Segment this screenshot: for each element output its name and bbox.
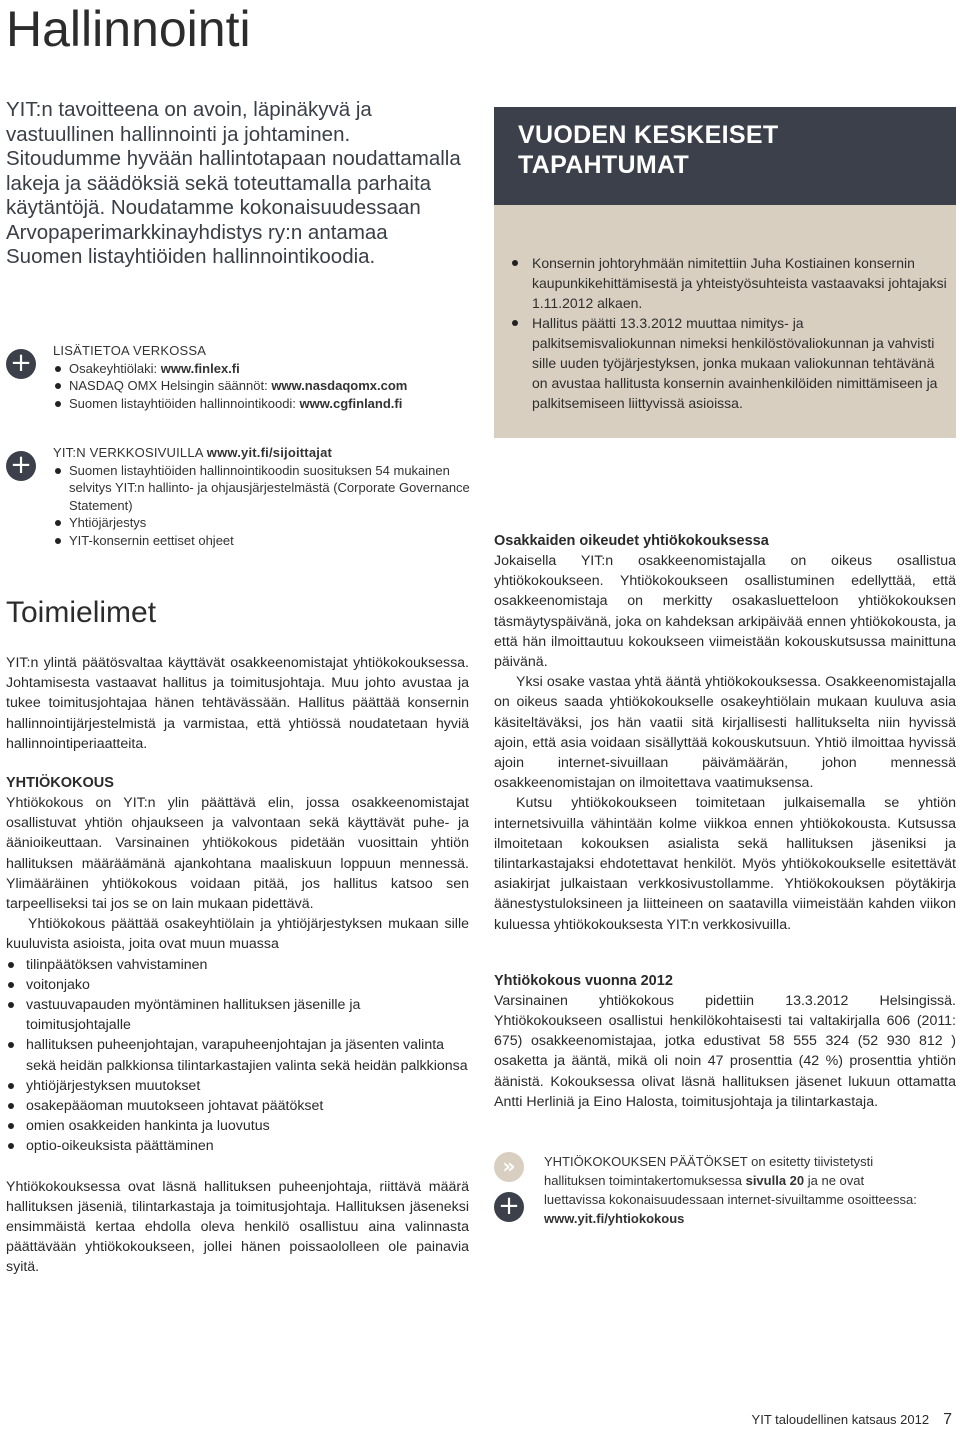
key-events-heading <box>494 107 956 205</box>
plus-icon: + <box>6 451 36 481</box>
finlex-link[interactable]: www.finlex.fi <box>160 360 240 376</box>
agm-paragraph-3: Yhtiökokouksessa ovat läsnä hallituksen puheenjohtaja, riittävä määrä hallituksen jäseniä, tilintarkastaja ja toimitusjohtaja. Hallituksen jäseneksi ensimmäistä kertaa ehdolla oleva henkilö osallistuu aina valinnasta päättävään yhtiökokoukseen, jollei hänen poissaololleen ole painavia syitä. <box>6 1178 469 1276</box>
agm-matter-item: yhtiöjärjestyksen muutokset <box>6 1076 469 1096</box>
governing-bodies-text: YIT:n ylintä päätösvaltaa käyttävät osakkeenomistajat yhtiökokouksessa. Johtamisesta vastaavat hallitus ja toimitusjohtaja. Muu johto avustaa ja tukee toimitusjohtajaa hänen tehtävässään. Hallitus päättää konsernin hallinnointijärjestelmistä ja varmistaa, että yhtiössä noudatetaan hyviä hallinnointiperiaatteita. <box>6 655 469 752</box>
agm-matter-item: omien osakkeiden hankinta ja luovutus <box>6 1116 469 1136</box>
yit-investors-link[interactable]: www.yit.fi/sijoittajat <box>206 445 333 460</box>
agm-decisions-notice <box>544 1152 924 1228</box>
yit-web-list <box>53 462 473 550</box>
agm-paragraph-1: Yhtiökokous on YIT:n ylin päättävä elin, jossa osakkeenomistajat osallistuvat yhtiön ohjaukseen ja valvontaan sekä käyttävät puhe- ja äänioikeuttaan. Varsinainen yhtiökokous pidetään vuosittain yhtiön hallituksen määräämänä ajankohtana maaliskuun loppuun mennessä. Ylimääräinen yhtiökokous voidaan pitää, jos hallitus katsoo sen tarpeelliseksi tai jos se on lain mukaan pidettävä. <box>6 795 469 913</box>
key-event-item: Hallitus päätti 13.3.2012 muuttaa nimitys- ja palkitsemisvaliokunnan nimeksi henkilöstövaliokunnan ja vahvisti sille uuden työjärjestyksen, jonka mukaan valiokunnan tehtävänä on avustaa hallitusta konsernin avainhenkilöiden nimittämiseen ja palkitsemiseen liittyvissä asioissa. <box>508 313 948 413</box>
shareholder-rights-heading: Osakkaiden oikeudet yhtiökokouksessa <box>494 533 769 549</box>
key-events-heading-line: VUODEN KESKEISET <box>518 121 779 149</box>
right-column <box>494 531 956 1112</box>
yit-web-block <box>53 444 473 549</box>
plus-icon: + <box>6 349 36 379</box>
agm-paragraph-2: Yhtiökokous päättää osakeyhtiölain ja yhtiöjärjestyksen mukaan sille kuuluvista asioista, joita ovat muun muassa <box>6 916 469 953</box>
publication-name: YIT taloudellinen katsaus 2012 <box>751 1412 930 1427</box>
online-info-label: Osakeyhtiölaki: <box>69 360 161 376</box>
agm-matter-item: hallituksen puheenjohtajan, varapuheenjohtajan ja jäsenten valinta sekä heidän palkkionsa tilintarkastajien valinta sekä heidän palkkionsa <box>6 1035 469 1075</box>
online-info-label: Suomen listayhtiöiden hallinnointikoodi: <box>69 395 300 411</box>
online-info-item <box>53 395 473 413</box>
page-title: Hallinnointi <box>6 1 251 57</box>
left-column <box>6 653 469 1278</box>
agm-matter-item: vastuuvapauden myöntäminen hallituksen jäsenille ja toimitusjohtajalle <box>6 995 469 1035</box>
notice-page-ref: sivulla 20 <box>745 1173 805 1188</box>
online-info-heading: LISÄTIETOA VERKOSSA <box>53 343 207 358</box>
online-info-list <box>53 360 473 413</box>
online-info-label: NASDAQ OMX Helsingin säännöt: <box>69 378 272 393</box>
agm-matters-list <box>6 955 469 1157</box>
agm-heading: YHTIÖKOKOUS <box>6 775 114 792</box>
agm-2012-paragraph: Varsinainen yhtiökokous pidettiin 13.3.2012 Helsingissä. Yhtiökokoukseen osallistui henkilökohtaisesti tai valtakirjalla 606 (2011: 675) osakkeenomistajaa, jotka edustivat 58 555 324 (52 930 812 ) osaketta ja ääntä, mikä oli noin 47 prosenttia (42 %) prosenttia yhtiön äänistä. Kokouksessa olivat läsnä hallituksen jäsenet lukuun ottamatta Antti Herliniä ja Eino Halosta, toimitusjohtaja ja tilintarkastaja. <box>494 992 956 1110</box>
page-footer <box>752 1411 952 1429</box>
shareholder-rights-paragraph-1: Jokaisella YIT:n osakkeenomistajalla on oikeus osallistua yhtiökokoukseen. Yhtiökokoukseen osallistuminen edellyttää, että osakkeenomistaja on merkitty osakasluetteloon yhtiökokouksen täsmäytyspäivänä, joka on kahdeksan arkipäivää ennen yhtiökokousta, ja että hän ilmoittautuu kokoukseen viimeistään kokouskutsussa mainittuna päivänä. <box>494 553 956 671</box>
shareholder-rights-paragraph-3: Kutsu yhtiökokoukseen toimitetaan julkaisemalla se yhtiön internetsivuilla vähintään kolme viikkoa ennen yhtiökokousta. Kutsussa ilmoitetaan kokouksen asialista sekä hallituksen jäseniksi ja tilintarkastajaksi ehdotettavat henkilöt. Myös yhtiökokoukselle esitettävät asiakirjat julkaistaan verkkosivustollamme. Yhtiökokouksen pöytäkirja äänestystuloksineen ja liitteineen on saatavilla viimeistään kahden viikon kuluessa yhtiökokouksesta YIT:n verkkosivuilla. <box>494 795 956 933</box>
agm-matter-item: tilinpäätöksen vahvistaminen <box>6 955 469 975</box>
online-info-item <box>53 360 473 378</box>
agm-link[interactable]: www.yit.fi/yhtiokokous <box>544 1211 685 1226</box>
yit-web-heading <box>53 444 473 462</box>
yit-web-item: YIT-konsernin eettiset ohjeet <box>53 532 473 550</box>
cgfinland-link[interactable]: www.cgfinland.fi <box>299 395 403 411</box>
intro-paragraph <box>6 98 461 270</box>
key-event-item: Konsernin johtoryhmään nimitettiin Juha Kostiainen konsernin kaupunkikehittämisestä ja yhteistyösuhteista vastaavaksi johtajaksi 1.11.2012 alkaen. <box>508 253 948 313</box>
yit-web-item: Yhtiöjärjestys <box>53 514 473 532</box>
yit-web-heading-label: YIT:N VERKKOSIVUILLA <box>53 445 207 460</box>
plus-icon: + <box>494 1192 524 1222</box>
intro-text: YIT:n tavoitteena on avoin, läpinäkyvä ja vastuullinen hallinnointi ja johtaminen. Sitoudumme hyvään hallintotapaan noudattamalla lakeja ja säädöksiä sekä toteuttamalla parhaita käytäntöjä. Noudatamme kokonaisuudessaan Arvopaperimarkkinayhdistys ry:n antamaa Suomen listayhtiöiden hallinnointikoodia. <box>6 98 461 268</box>
key-events-box <box>494 107 956 438</box>
nasdaq-link[interactable]: www.nasdaqomx.com <box>271 378 408 393</box>
key-events-heading-line: TAPAHTUMAT <box>518 151 690 179</box>
yit-web-item: Suomen listayhtiöiden hallinnointikoodin suosituksen 54 mukainen selvitys YIT:n hallinto- ja ohjausjärjestelmästä (Corporate Governance Statement) <box>53 462 473 515</box>
agm-2012-heading: Yhtiökokous vuonna 2012 <box>494 972 673 989</box>
online-info-item <box>53 377 473 395</box>
governing-bodies-heading: Toimielimet <box>6 596 157 629</box>
page-number: 7 <box>943 1411 952 1428</box>
agm-matter-item: voitonjako <box>6 975 469 995</box>
agm-matter-item: osakepääoman muutokseen johtavat päätökset <box>6 1096 469 1116</box>
notice-text: ja ne ovat luettavissa kokonaisuudessaan internet-sivuiltamme osoitteessa: <box>544 1173 917 1207</box>
shareholder-rights-paragraph-2: Yksi osake vastaa yhtä ääntä yhtiökokouksessa. Osakkeenomistajalla on oikeus saada yhtiökokoukselle osakeyhtiölain mukaan kuuluva asia käsiteltäväksi, jos hän vaatii sitä kirjallisesti hallitukselta niin hyvissä ajoin, että asia voidaan sisällyttää kokouskutsuun. Yhtiö ilmoittaa hyvissä ajoin internet-sivuillaan päivämäärän, johon mennessä osakkeenomistajan on ilmoitettava vaatimuksensa. <box>494 674 956 792</box>
key-events-list <box>508 253 948 413</box>
online-info-block <box>53 342 473 412</box>
agm-matter-item: optio-oikeuksista päättäminen <box>6 1136 469 1156</box>
arrow-icon: » <box>494 1152 524 1182</box>
notice-text: YHTIÖKOKOUKSEN PÄÄTÖKSET on esitetty tiivistetysti hallituksen toimintakertomuksessa <box>544 1154 874 1188</box>
